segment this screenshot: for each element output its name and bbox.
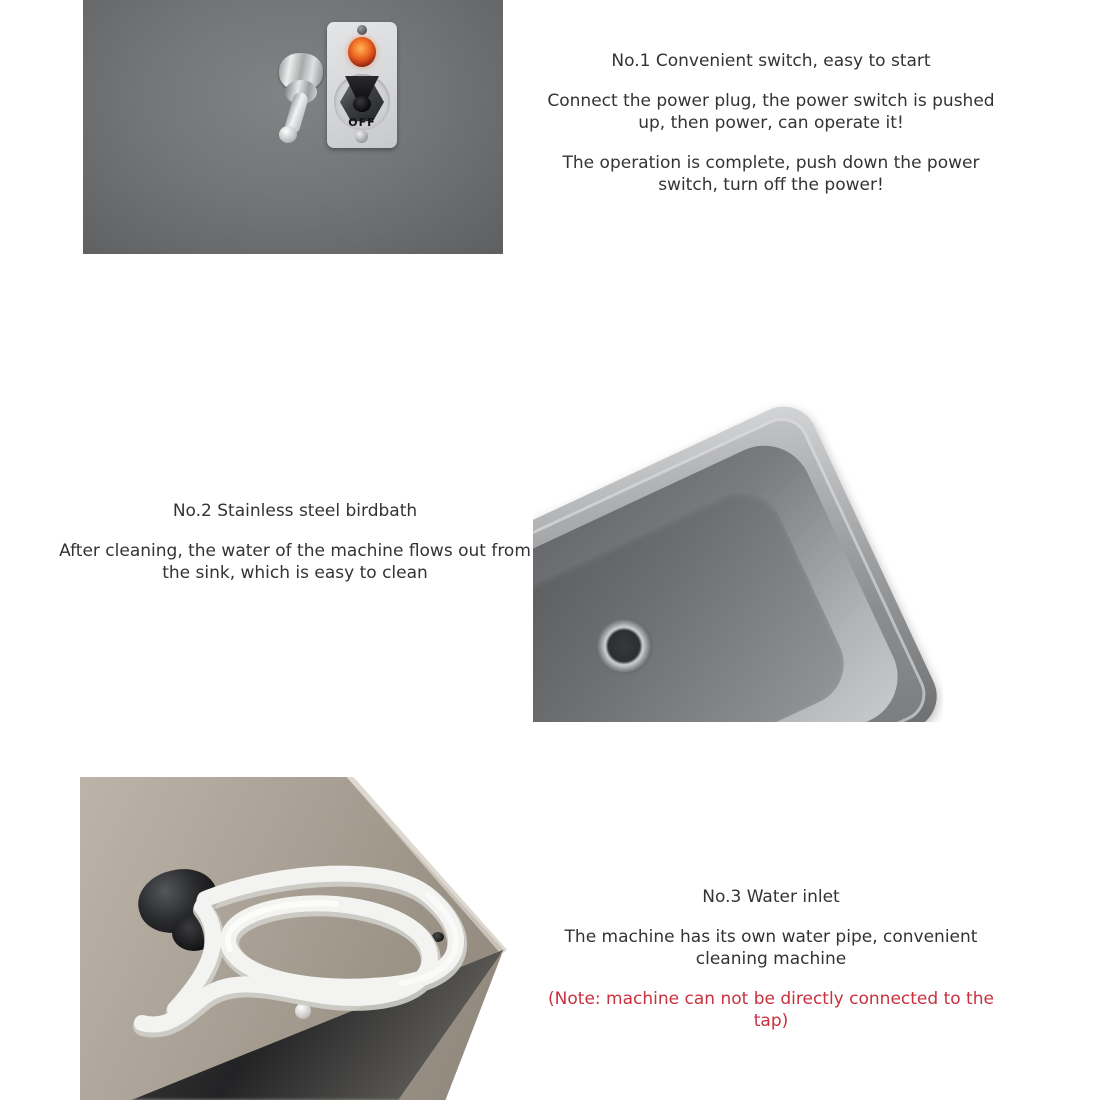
drain-hole <box>595 617 653 675</box>
section-2-text <box>50 500 540 602</box>
section-3-title: No.3 Water inlet <box>702 887 840 907</box>
section-3-paragraph-1: The machine has its own water pipe, convenient cleaning machine <box>564 927 978 969</box>
screw-icon <box>357 25 367 35</box>
section-2-title: No.2 Stainless steel birdbath <box>172 501 418 521</box>
power-switch-photo <box>83 0 503 254</box>
section-1-text <box>541 50 1001 214</box>
switch-bat-tip <box>353 96 371 112</box>
section-2-paragraph-1: After cleaning, the water of the machine flows out from the sink, which is easy to clean <box>59 541 531 583</box>
section-3-note: (Note: machine can not be directly connected to the tap) <box>548 989 994 1031</box>
section-1-paragraph-2: The operation is complete, push down the power switch, turn off the power! <box>562 153 980 195</box>
stainless-sink-photo <box>533 385 943 722</box>
off-label: OFF <box>348 116 376 129</box>
switch-plate <box>327 22 397 148</box>
section-3-text <box>541 886 1001 1050</box>
screw-icon <box>355 130 368 143</box>
section-1-paragraph-1: Connect the power plug, the power switch is pushed up, then power, can operate it! <box>547 91 995 133</box>
power-indicator-lamp <box>348 37 376 67</box>
section-1-title: No.1 Convenient switch, easy to start <box>611 51 931 71</box>
silicone-tube <box>80 777 510 1100</box>
water-inlet-photo <box>80 777 510 1100</box>
sink-basin <box>533 395 943 722</box>
toggle-switch-tip <box>279 126 297 143</box>
